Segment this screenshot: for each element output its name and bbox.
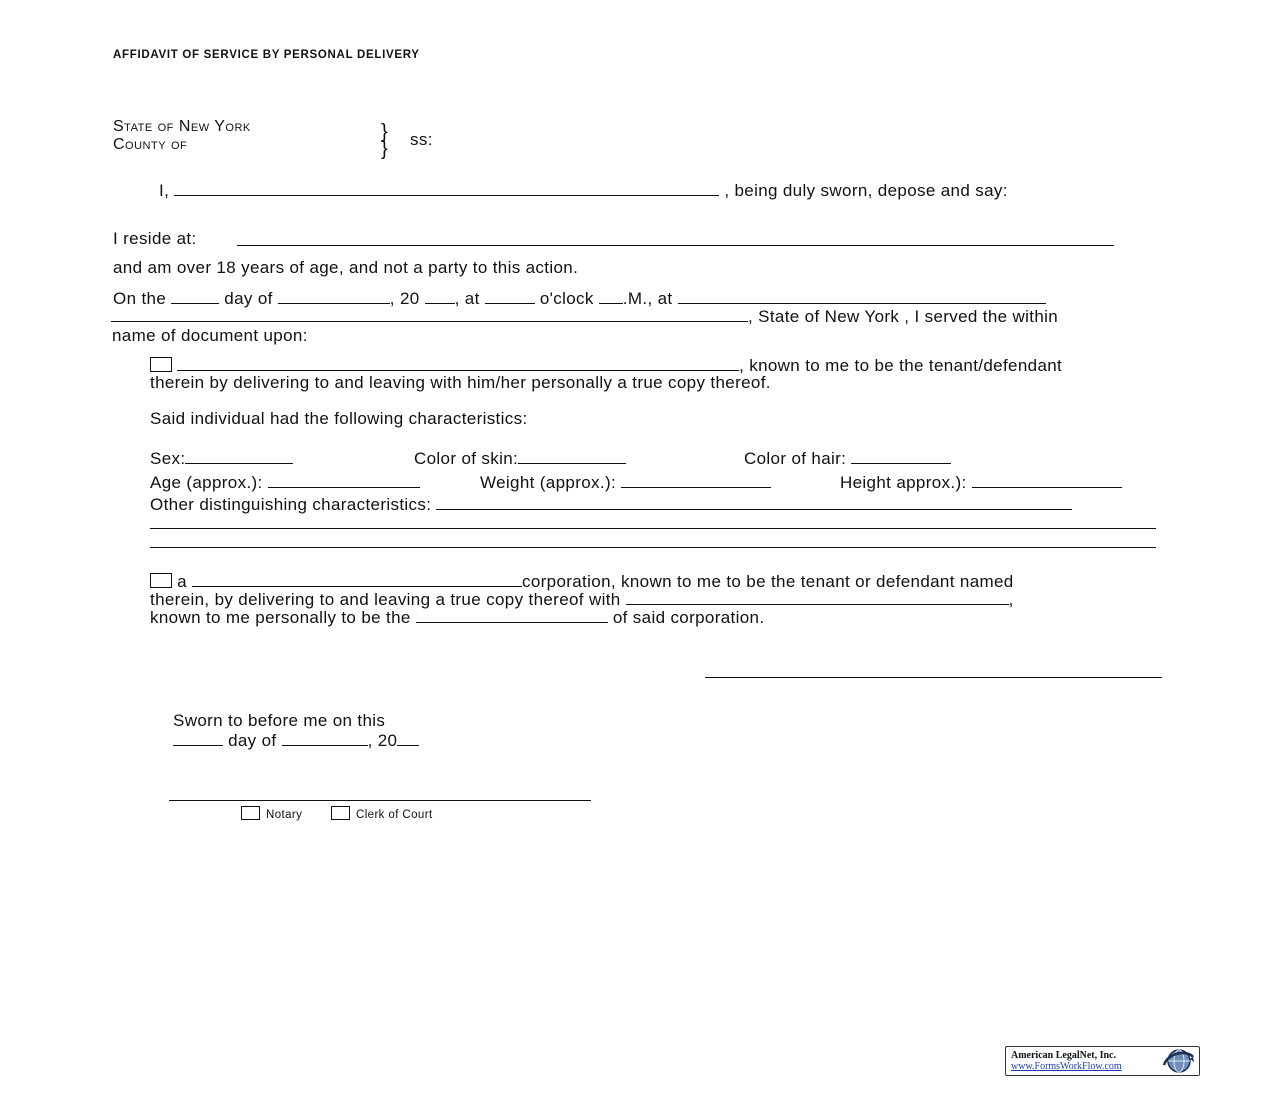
footer-logo[interactable] [1005, 1046, 1200, 1076]
corporation-therein-row: therein, by delivering to and leaving a true copy thereof with , [150, 590, 1014, 609]
notary-option [241, 806, 302, 821]
other-label: Other distinguishing characteristics: [150, 495, 432, 514]
twenty-label: , 20 [389, 289, 420, 308]
clerk-option [331, 806, 433, 821]
weight-label: Weight (approx.): [480, 473, 617, 492]
corporation-a-label: a [177, 572, 187, 591]
hair-label: Color of hair: [744, 449, 847, 468]
corporation-known-row [150, 608, 764, 628]
corporation-option [150, 572, 1014, 592]
jurat-day-field[interactable] [173, 731, 223, 746]
sex-field[interactable] [185, 449, 293, 464]
jurat-twenty: , 20 [367, 731, 398, 750]
height-label: Height approx.): [840, 473, 967, 492]
corporation-therein-text: therein, by delivering to and leaving a true copy thereof with [150, 590, 621, 609]
weight-field[interactable] [621, 473, 771, 488]
name-document-text: name of document upon: [112, 326, 308, 345]
individual-checkbox[interactable] [150, 357, 172, 372]
venue-state: State of New York [113, 118, 251, 135]
service-day-field[interactable] [171, 289, 219, 304]
service-hour-field[interactable] [485, 289, 535, 304]
jurat-day-of: day of [228, 731, 277, 750]
globe-icon [1160, 1048, 1196, 1074]
hair-color-field[interactable] [851, 449, 951, 464]
venue-ss: ss: [410, 130, 433, 149]
venue-brace: } } [381, 121, 388, 160]
notary-checkbox[interactable] [241, 806, 260, 820]
footer-url[interactable]: www.FormsWorkFlow.com [1011, 1061, 1122, 1072]
other-characteristics-line-3[interactable] [150, 547, 1156, 548]
height-row [840, 473, 1122, 493]
corporation-known-text: known to me personally to be the [150, 608, 411, 627]
service-city-field[interactable] [111, 307, 748, 322]
other-characteristics-line-2[interactable] [150, 528, 1156, 529]
oclock-label: o'clock [539, 289, 594, 308]
other-characteristics-field[interactable] [436, 495, 1072, 510]
service-line-2 [111, 307, 1058, 327]
individual-delivering-text: therein by delivering to and leaving with him/her personally a true copy thereof. [150, 373, 771, 392]
skin-color-field[interactable] [518, 449, 626, 464]
officer-signature-line[interactable] [169, 800, 591, 801]
affiant-name-field[interactable] [174, 181, 719, 196]
service-ampm-field[interactable] [599, 289, 623, 304]
sex-label: Sex: [150, 449, 186, 468]
age-statement: and am over 18 years of age, and not a party to this action. [113, 258, 579, 277]
height-field[interactable] [972, 473, 1122, 488]
corporation-recipient-field[interactable] [626, 590, 1009, 605]
sex-row [150, 449, 293, 469]
on-the-label: On the [113, 289, 167, 308]
clerk-checkbox[interactable] [331, 806, 350, 820]
characteristics-heading: Said individual had the following characteristics: [150, 409, 528, 428]
skin-label: Color of skin: [414, 449, 519, 468]
jurat-date-row [173, 731, 419, 751]
residence-address-field[interactable] [237, 245, 1114, 246]
corporation-checkbox[interactable] [150, 573, 172, 588]
m-at-label: .M., at [622, 289, 673, 308]
jurat-month-field[interactable] [282, 731, 368, 746]
reside-label: I reside at: [113, 229, 197, 248]
age-field[interactable] [268, 473, 420, 488]
document-title: AFFIDAVIT OF SERVICE BY PERSONAL DELIVERY [113, 49, 420, 61]
hair-row [744, 449, 951, 469]
service-line [113, 289, 1046, 309]
state-served-text: , State of New York , I served the within [748, 307, 1059, 326]
clerk-label: Clerk of Court [356, 809, 433, 821]
service-address-field[interactable] [678, 289, 1046, 304]
other-row [150, 495, 1072, 515]
skin-row [414, 449, 626, 469]
at-label: , at [454, 289, 480, 308]
venue-county: County of [113, 136, 188, 153]
service-year-field[interactable] [425, 289, 455, 304]
age-row [150, 473, 420, 493]
age-label: Age (approx.): [150, 473, 263, 492]
corporation-of-said: of said corporation. [612, 608, 765, 627]
service-month-field[interactable] [278, 289, 390, 304]
affiant-signature-line[interactable] [705, 677, 1162, 678]
sworn-text: Sworn to before me on this [173, 711, 386, 730]
individual-name-field[interactable] [177, 356, 739, 371]
intro-prefix: I, [159, 181, 170, 200]
weight-row [480, 473, 771, 493]
corporation-name-field[interactable] [192, 572, 522, 587]
day-of-label: day of [224, 289, 273, 308]
intro-suffix: , being duly sworn, depose and say: [724, 181, 1008, 200]
corporation-text: corporation, known to me to be the tenant or defendant named [521, 572, 1014, 591]
individual-known-text: , known to me to be the tenant/defendant [739, 356, 1063, 375]
footer-company: American LegalNet, Inc. [1011, 1050, 1116, 1061]
corporation-title-field[interactable] [416, 608, 608, 623]
notary-label: Notary [266, 809, 303, 821]
jurat-year-field[interactable] [397, 731, 419, 746]
intro-line [159, 181, 1008, 201]
